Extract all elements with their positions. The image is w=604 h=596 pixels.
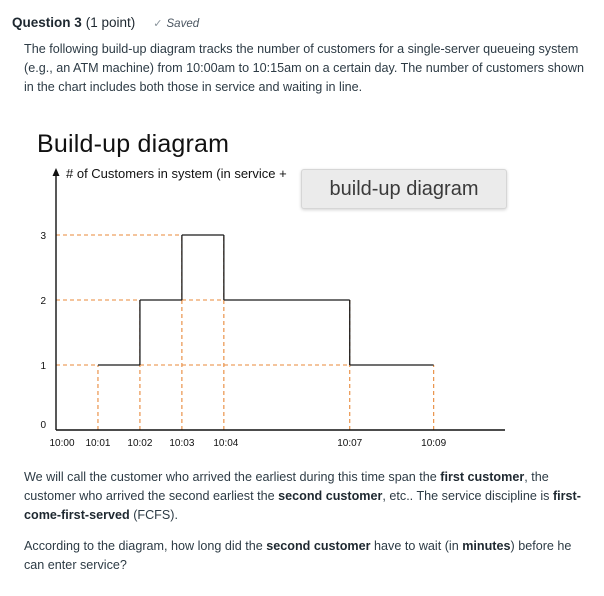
y-axis-label: # of Customers in system (in service +: [66, 166, 287, 181]
x-tick-label: 10:07: [337, 438, 363, 449]
bold-term: second customer: [266, 539, 371, 553]
text-run: (FCFS).: [129, 508, 178, 522]
text-run: According to the diagram, how long did the: [24, 539, 267, 553]
bold-term: second customer: [278, 489, 383, 503]
x-tick-label: 10:00: [49, 438, 75, 449]
image-alt-tooltip: build-up diagram: [301, 169, 507, 209]
bold-term: first customer: [440, 470, 525, 484]
bold-term: first-come-first-served: [24, 489, 581, 522]
bold-term: minutes: [462, 539, 511, 553]
y-tick-label: 1: [40, 361, 46, 372]
y-tick-label: 3: [40, 231, 46, 242]
text-run: ) before he can enter service?: [24, 539, 572, 572]
question-points: (1 point): [85, 15, 136, 30]
figure-title: Build-up diagram: [37, 130, 230, 158]
checkmark-icon: ✓: [153, 18, 163, 30]
text-run: have to wait (in: [370, 539, 463, 553]
x-tick-label: 10:01: [85, 438, 111, 449]
paragraph-question-prompt: [24, 537, 584, 575]
text-run: , etc.. The service discipline is: [382, 489, 553, 503]
text-run: , the customer who arrived the second earliest the: [24, 470, 549, 503]
text-run: We will call the customer who arrived the earliest during this time span the: [24, 470, 441, 484]
x-tick-label: 10:09: [421, 438, 447, 449]
saved-label: Saved: [166, 17, 200, 30]
x-tick-label: 10:03: [169, 438, 195, 449]
y-axis-arrow: [53, 168, 60, 176]
paragraph-customer-definition: [24, 468, 584, 525]
y-tick-label: 0: [40, 420, 46, 431]
y-tick-label: 2: [40, 296, 46, 307]
x-tick-label: 10:04: [213, 438, 239, 449]
question-title: Question 3: [12, 15, 82, 30]
x-tick-label: 10:02: [127, 438, 153, 449]
text-run: The following build-up diagram tracks the number of customers for a single-server queueing system (e.g., an ATM machine) from 10:00am to 10:15am on a certain day. The number of customers shown in the chart includes both those in service and waiting in line.: [24, 42, 584, 94]
